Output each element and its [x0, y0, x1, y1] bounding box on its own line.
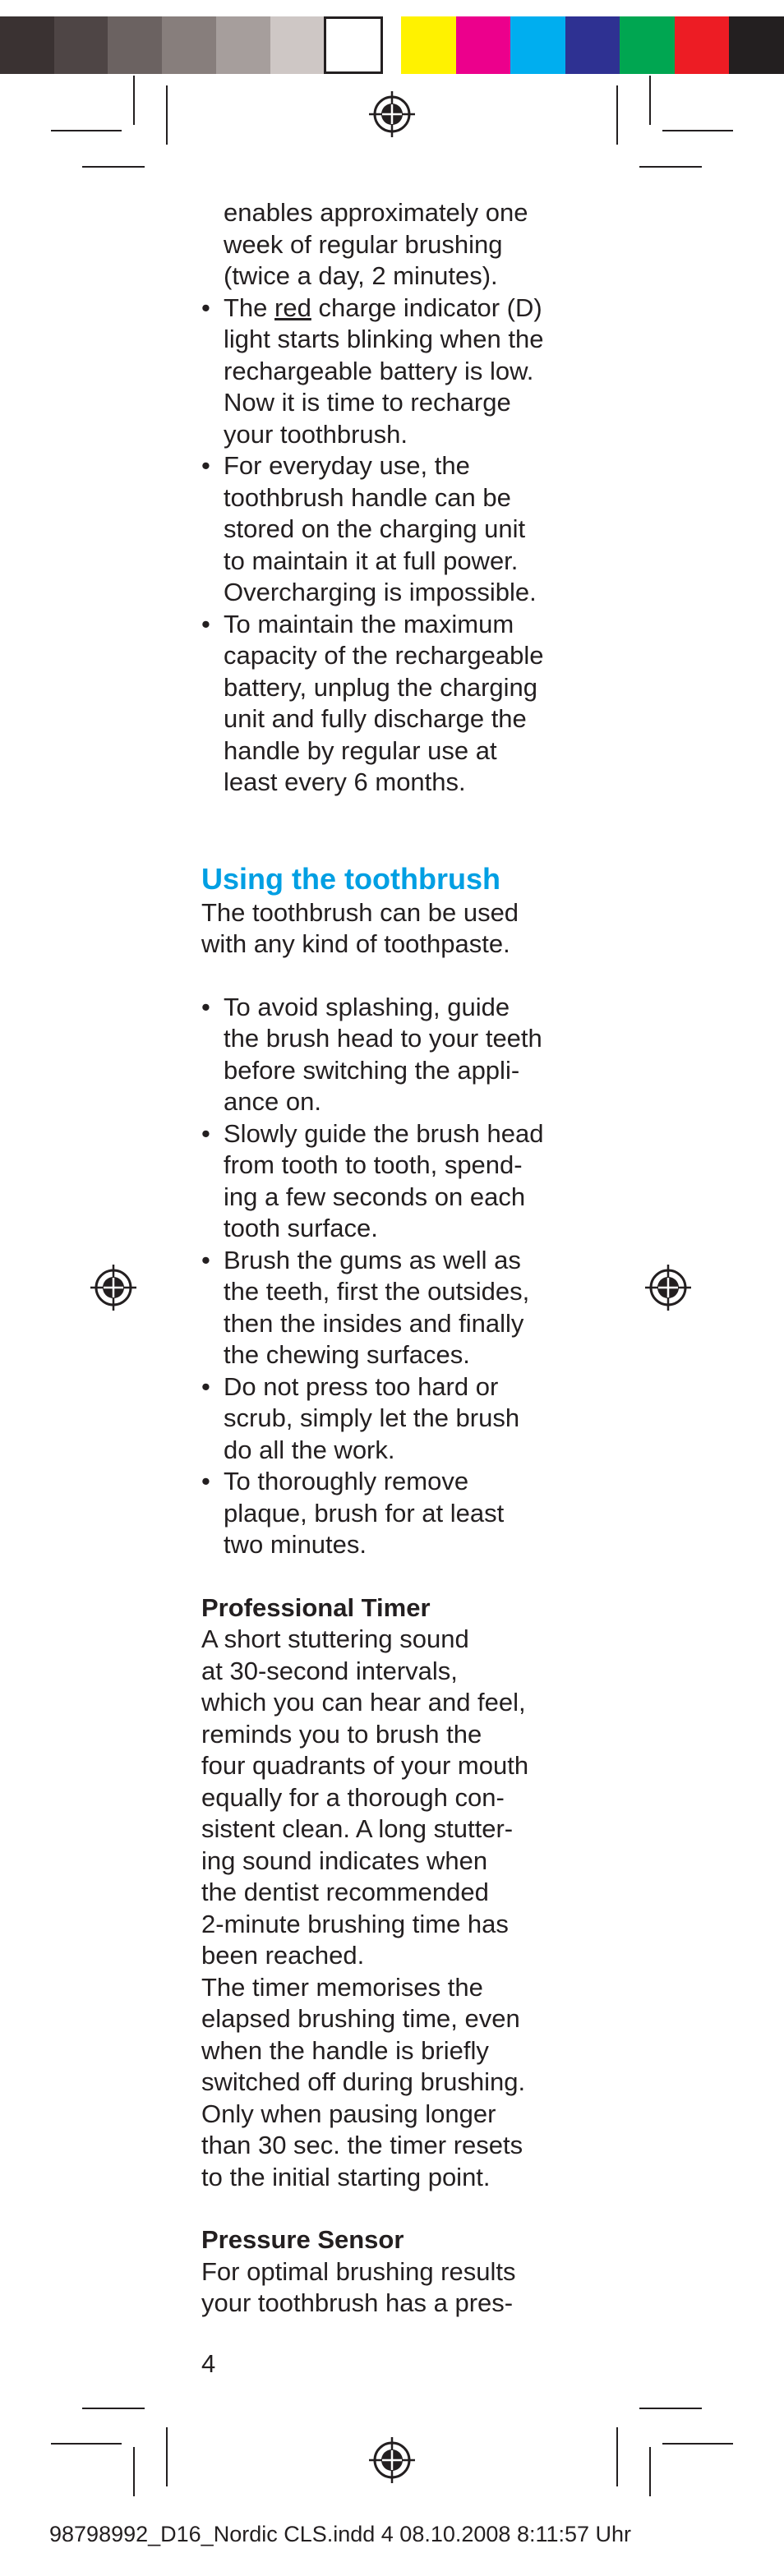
text-line: Only when pausing longer [201, 2099, 496, 2128]
continued-bullet-text [201, 197, 596, 293]
text-line: switched off during brushing. [201, 2067, 526, 2096]
registration-mark-icon [369, 91, 415, 137]
crop-mark [649, 76, 651, 125]
text-line: week of regular brushing [224, 229, 503, 259]
color-swatch [162, 16, 216, 74]
text-line: plaque, brush for at least [224, 1498, 505, 1528]
text-line: capacity of the rechargeable [224, 641, 544, 670]
text-line: To maintain the maximum [224, 609, 514, 638]
text-line: do all the work. [224, 1435, 395, 1464]
crop-mark [639, 2408, 702, 2409]
bullet-icon: • [201, 1371, 210, 1401]
text-line: before switching the appli- [224, 1055, 520, 1085]
grey-calibration-bar [0, 16, 383, 74]
bullet-icon: • [201, 1118, 210, 1148]
color-swatch [729, 16, 784, 74]
color-swatch [0, 16, 54, 74]
text-line: A short stuttering sound [201, 1624, 469, 1653]
color-swatch [324, 16, 383, 74]
text-line: ing sound indicates when [201, 1846, 488, 1875]
list-item [201, 1118, 596, 1245]
crop-mark [662, 130, 733, 131]
print-slug: 98798992_D16_Nordic CLS.indd 4 08.10.2008 8:11:57 Uhr [49, 2522, 632, 2546]
color-swatch [401, 16, 456, 74]
bullet-icon: • [201, 451, 210, 480]
color-swatch [565, 16, 620, 74]
text-line: toothbrush handle can be [224, 482, 511, 512]
color-swatch [620, 16, 675, 74]
text-line: battery, unplug the charging [224, 672, 538, 702]
text-line: (twice a day, 2 minutes). [224, 261, 498, 290]
text-line: handle by regular use at [224, 735, 497, 765]
crop-mark [133, 76, 135, 125]
text-line: than 30 sec. the timer resets [201, 2131, 523, 2159]
list-item [201, 992, 596, 1118]
text-line: Now it is time to recharge [224, 388, 511, 417]
text-line: Do not press too hard or [224, 1371, 499, 1401]
manual-text-column [201, 197, 596, 2320]
text-segment: The [224, 293, 275, 322]
text-line: the teeth, first the outsides, [224, 1277, 530, 1306]
list-item [201, 609, 596, 799]
text-line: elapsed brushing time, even [201, 2004, 520, 2033]
list-item [201, 1245, 596, 1371]
crop-mark [166, 2427, 168, 2486]
section-heading-using: Using the toothbrush [201, 861, 500, 896]
text-line: equally for a thorough con- [201, 1782, 505, 1812]
red-indicator-term: red [274, 293, 311, 322]
text-line: reminds you to brush the [201, 1719, 482, 1749]
crop-mark [82, 166, 145, 168]
text-line: at 30-second intervals, [201, 1656, 458, 1685]
text-line [224, 293, 596, 325]
color-swatch [510, 16, 565, 74]
text-line: For everyday use, the [224, 451, 470, 480]
crop-mark [51, 2443, 122, 2445]
bullet-icon: • [201, 609, 210, 638]
color-swatch [456, 16, 511, 74]
bullet-icon: • [201, 992, 210, 1021]
text-line: least every 6 months. [224, 767, 466, 796]
usage-bullet-list [201, 992, 596, 1561]
text-line: To avoid splashing, guide [224, 992, 510, 1021]
list-item [201, 1466, 596, 1561]
text-line: your toothbrush. [224, 419, 408, 449]
list-item [201, 293, 596, 451]
crop-mark [639, 166, 702, 168]
crop-mark [82, 2408, 145, 2409]
text-line: the brush head to your teeth [224, 1024, 542, 1053]
text-line: from tooth to tooth, spend- [224, 1150, 523, 1179]
crop-mark [616, 2427, 618, 2486]
charging-bullet-list [201, 293, 596, 799]
registration-mark-icon [90, 1265, 136, 1311]
text-line: ing a few seconds on each [224, 1182, 526, 1211]
crop-mark [662, 2443, 733, 2445]
registration-mark-icon [645, 1265, 691, 1311]
bullet-icon: • [201, 293, 210, 322]
crop-mark [616, 85, 618, 145]
text-line: to the initial starting point. [201, 2162, 491, 2191]
text-line: Slowly guide the brush head [224, 1118, 544, 1148]
color-swatch [216, 16, 270, 74]
list-item [201, 1371, 596, 1467]
color-swatch [675, 16, 730, 74]
text-line: to maintain it at full power. [224, 546, 519, 575]
crop-mark [133, 2447, 135, 2496]
color-swatch [108, 16, 162, 74]
text-line: the chewing surfaces. [224, 1340, 470, 1369]
text-line: Brush the gums as well as [224, 1245, 521, 1274]
color-swatch [54, 16, 108, 74]
bullet-icon: • [201, 1467, 210, 1495]
bullet-icon: • [201, 1245, 210, 1274]
text-line: two minutes. [224, 1530, 367, 1559]
text-line: 2-minute brushing time has [201, 1909, 509, 1938]
text-line: light starts blinking when the [224, 325, 544, 353]
timer-paragraph-2 [201, 1972, 596, 2194]
text-line: with any kind of toothpaste. [201, 929, 510, 958]
text-line: tooth surface. [224, 1214, 378, 1242]
text-line: four quadrants of your mouth [201, 1751, 529, 1780]
text-line: scrub, simply let the brush [224, 1403, 520, 1432]
section-heading-timer: Professional Timer [201, 1592, 431, 1622]
text-line: To thoroughly remove [224, 1467, 469, 1495]
text-line: your toothbrush has a pres- [201, 2288, 514, 2317]
text-line: The toothbrush can be used [201, 897, 519, 927]
text-line: then the insides and finally [224, 1308, 524, 1338]
text-line: been reached. [201, 1941, 365, 1970]
crop-mark [649, 2447, 651, 2496]
text-line: The timer memorises the [201, 1972, 483, 2002]
text-line: when the handle is briefly [201, 2035, 489, 2065]
crop-mark [166, 85, 168, 145]
list-item [201, 450, 596, 609]
text-line: enables approximately one [224, 198, 528, 227]
color-swatch [270, 16, 325, 74]
timer-paragraph-1 [201, 1624, 596, 1972]
text-line: rechargeable battery is low. [224, 356, 534, 385]
text-line: unit and fully discharge the [224, 704, 527, 733]
text-line: For optimal brushing results [201, 2256, 516, 2286]
text-line: the dentist recommended [201, 1878, 489, 1906]
text-segment: charge indicator (D) [311, 293, 542, 322]
text-line: Overcharging is impossible. [224, 578, 537, 606]
section-heading-pressure: Pressure Sensor [201, 2225, 404, 2254]
text-line: which you can hear and feel, [201, 1688, 526, 1717]
crop-mark [51, 130, 122, 131]
page-number: 4 [201, 2349, 216, 2378]
text-line: ance on. [224, 1087, 321, 1116]
text-line: stored on the charging unit [224, 514, 526, 543]
text-line: sistent clean. A long stutter- [201, 1814, 514, 1843]
colour-calibration-bar [401, 16, 784, 74]
registration-mark-icon [369, 2437, 415, 2483]
